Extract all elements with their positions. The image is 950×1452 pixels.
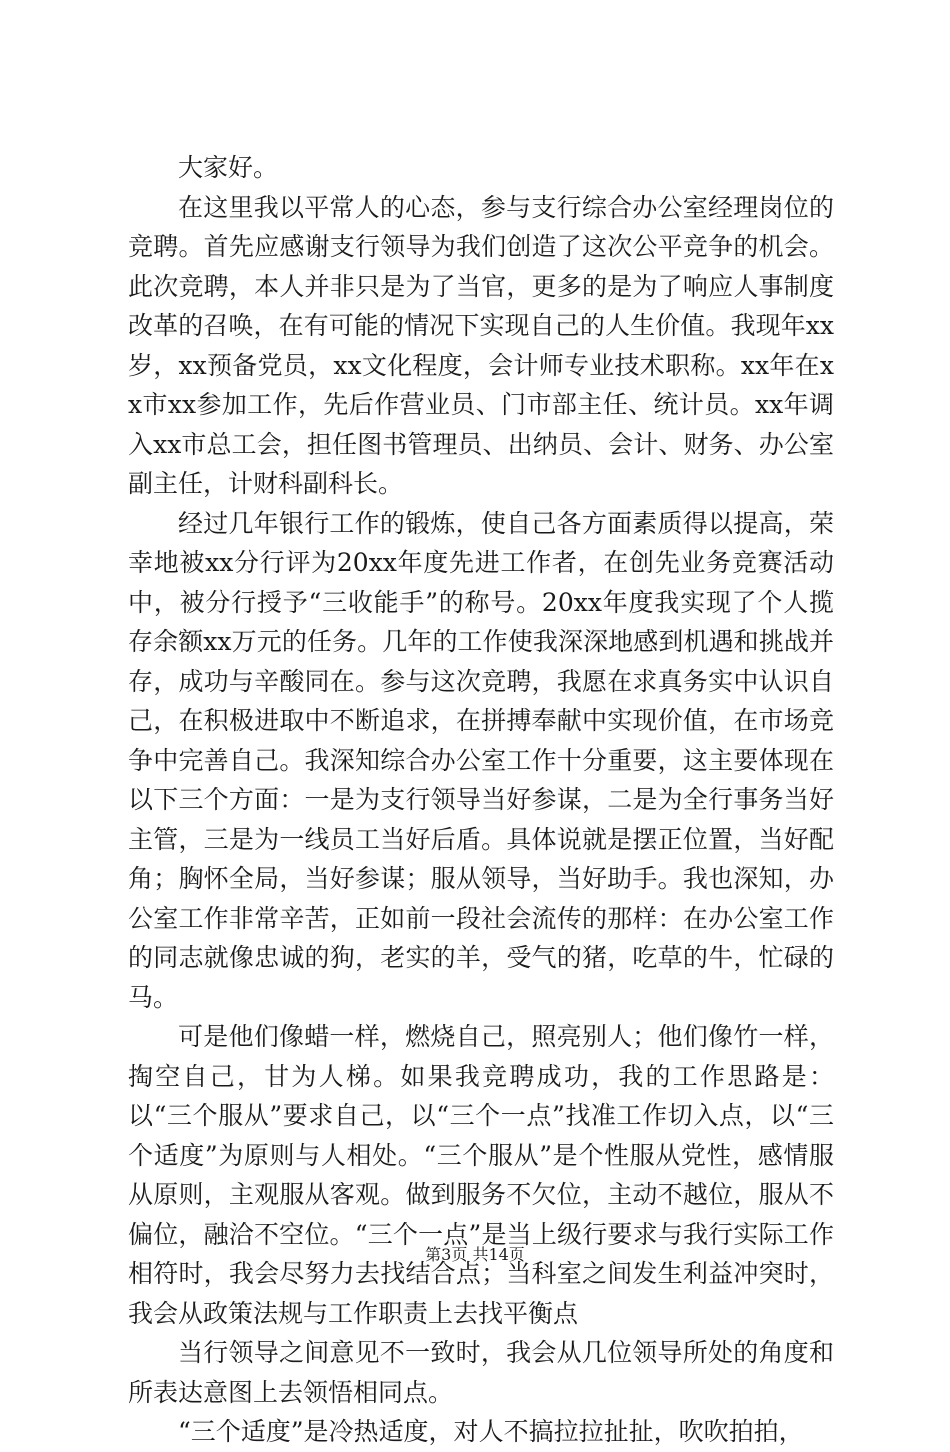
paragraph-6: “三个适度”是冷热适度，对人不搞拉拉扯扯，吹吹拍拍， <box>178 1417 804 1446</box>
paragraph-4: 可是他们像蜡一样，燃烧自己，照亮别人；他们像竹一样，掏空自己，甘为人梯。如果我竞聘成功，我的工作思路是：以“三个服从”要求自己，以“三个一点”找准工作切入点，以“三个适度”为原则与人相处。“三个服从”是个性服从党性，感情服从原则，主观服从客观。做到服务不欠位，主动不越位，服从不偏位，融洽不空位。“三个一点”是当上级行要求与我行实际工作相符时，我会尽努力去找结合点；当科室之间发生利益冲突时，我会从政策法规与工作职责上去找平衡点 <box>128 1022 834 1328</box>
paragraph-5: 当行领导之间意见不一致时，我会从几位领导所处的角度和所表达意图上去领悟相同点。 <box>128 1338 834 1407</box>
paragraph-3: 经过几年银行工作的锻炼，使自己各方面素质得以提高，荣幸地被xx分行评为20xx年度先进工作者，在创先业务竞赛活动中，被分行授予“三收能手”的称号。20xx年度我实现了个人揽存余额xx万元的任务。几年的工作使我深深地感到机遇和挑战并存，成功与辛酸同在。参与这次竞聘，我愿在求真务实中认识自己，在积极进取中不断追求，在拼搏奉献中实现价值，在市场竞争中完善自己。我深知综合办公室工作十分重要，这主要体现在以下三个方面：一是为支行领导当好参谋，二是为全行事务当好主管，三是为一线员工当好后盾。具体说就是摆正位置，当好配角；胸怀全局，当好参谋；服从领导，当好助手。我也深知，办公室工作非常辛苦，正如前一段社会流传的那样：在办公室工作的同志就像忠诚的狗，老实的羊，受气的猪，吃草的牛，忙碌的马。 <box>128 508 834 1012</box>
paragraph-1: 大家好。 <box>178 153 279 182</box>
page-number-footer: 第3页 共14页 <box>425 1245 525 1264</box>
paragraph-2: 在这里我以平常人的心态，参与支行综合办公室经理岗位的竞聘。首先应感谢支行领导为我们创造了这次公平竞争的机会。此次竞聘，本人并非只是为了当官，更多的是为了响应人事制度改革的召唤，在有可能的情况下实现自己的人生价值。我现年xx岁，xx预备党员，xx文化程度，会计师专业技术职称。xx年在xx市xx参加工作，先后作营业员、门市部主任、统计员。xx年调入xx市总工会，担任图书管理员、出纳员、会计、财务、办公室副主任，计财科副科长。 <box>128 192 834 498</box>
